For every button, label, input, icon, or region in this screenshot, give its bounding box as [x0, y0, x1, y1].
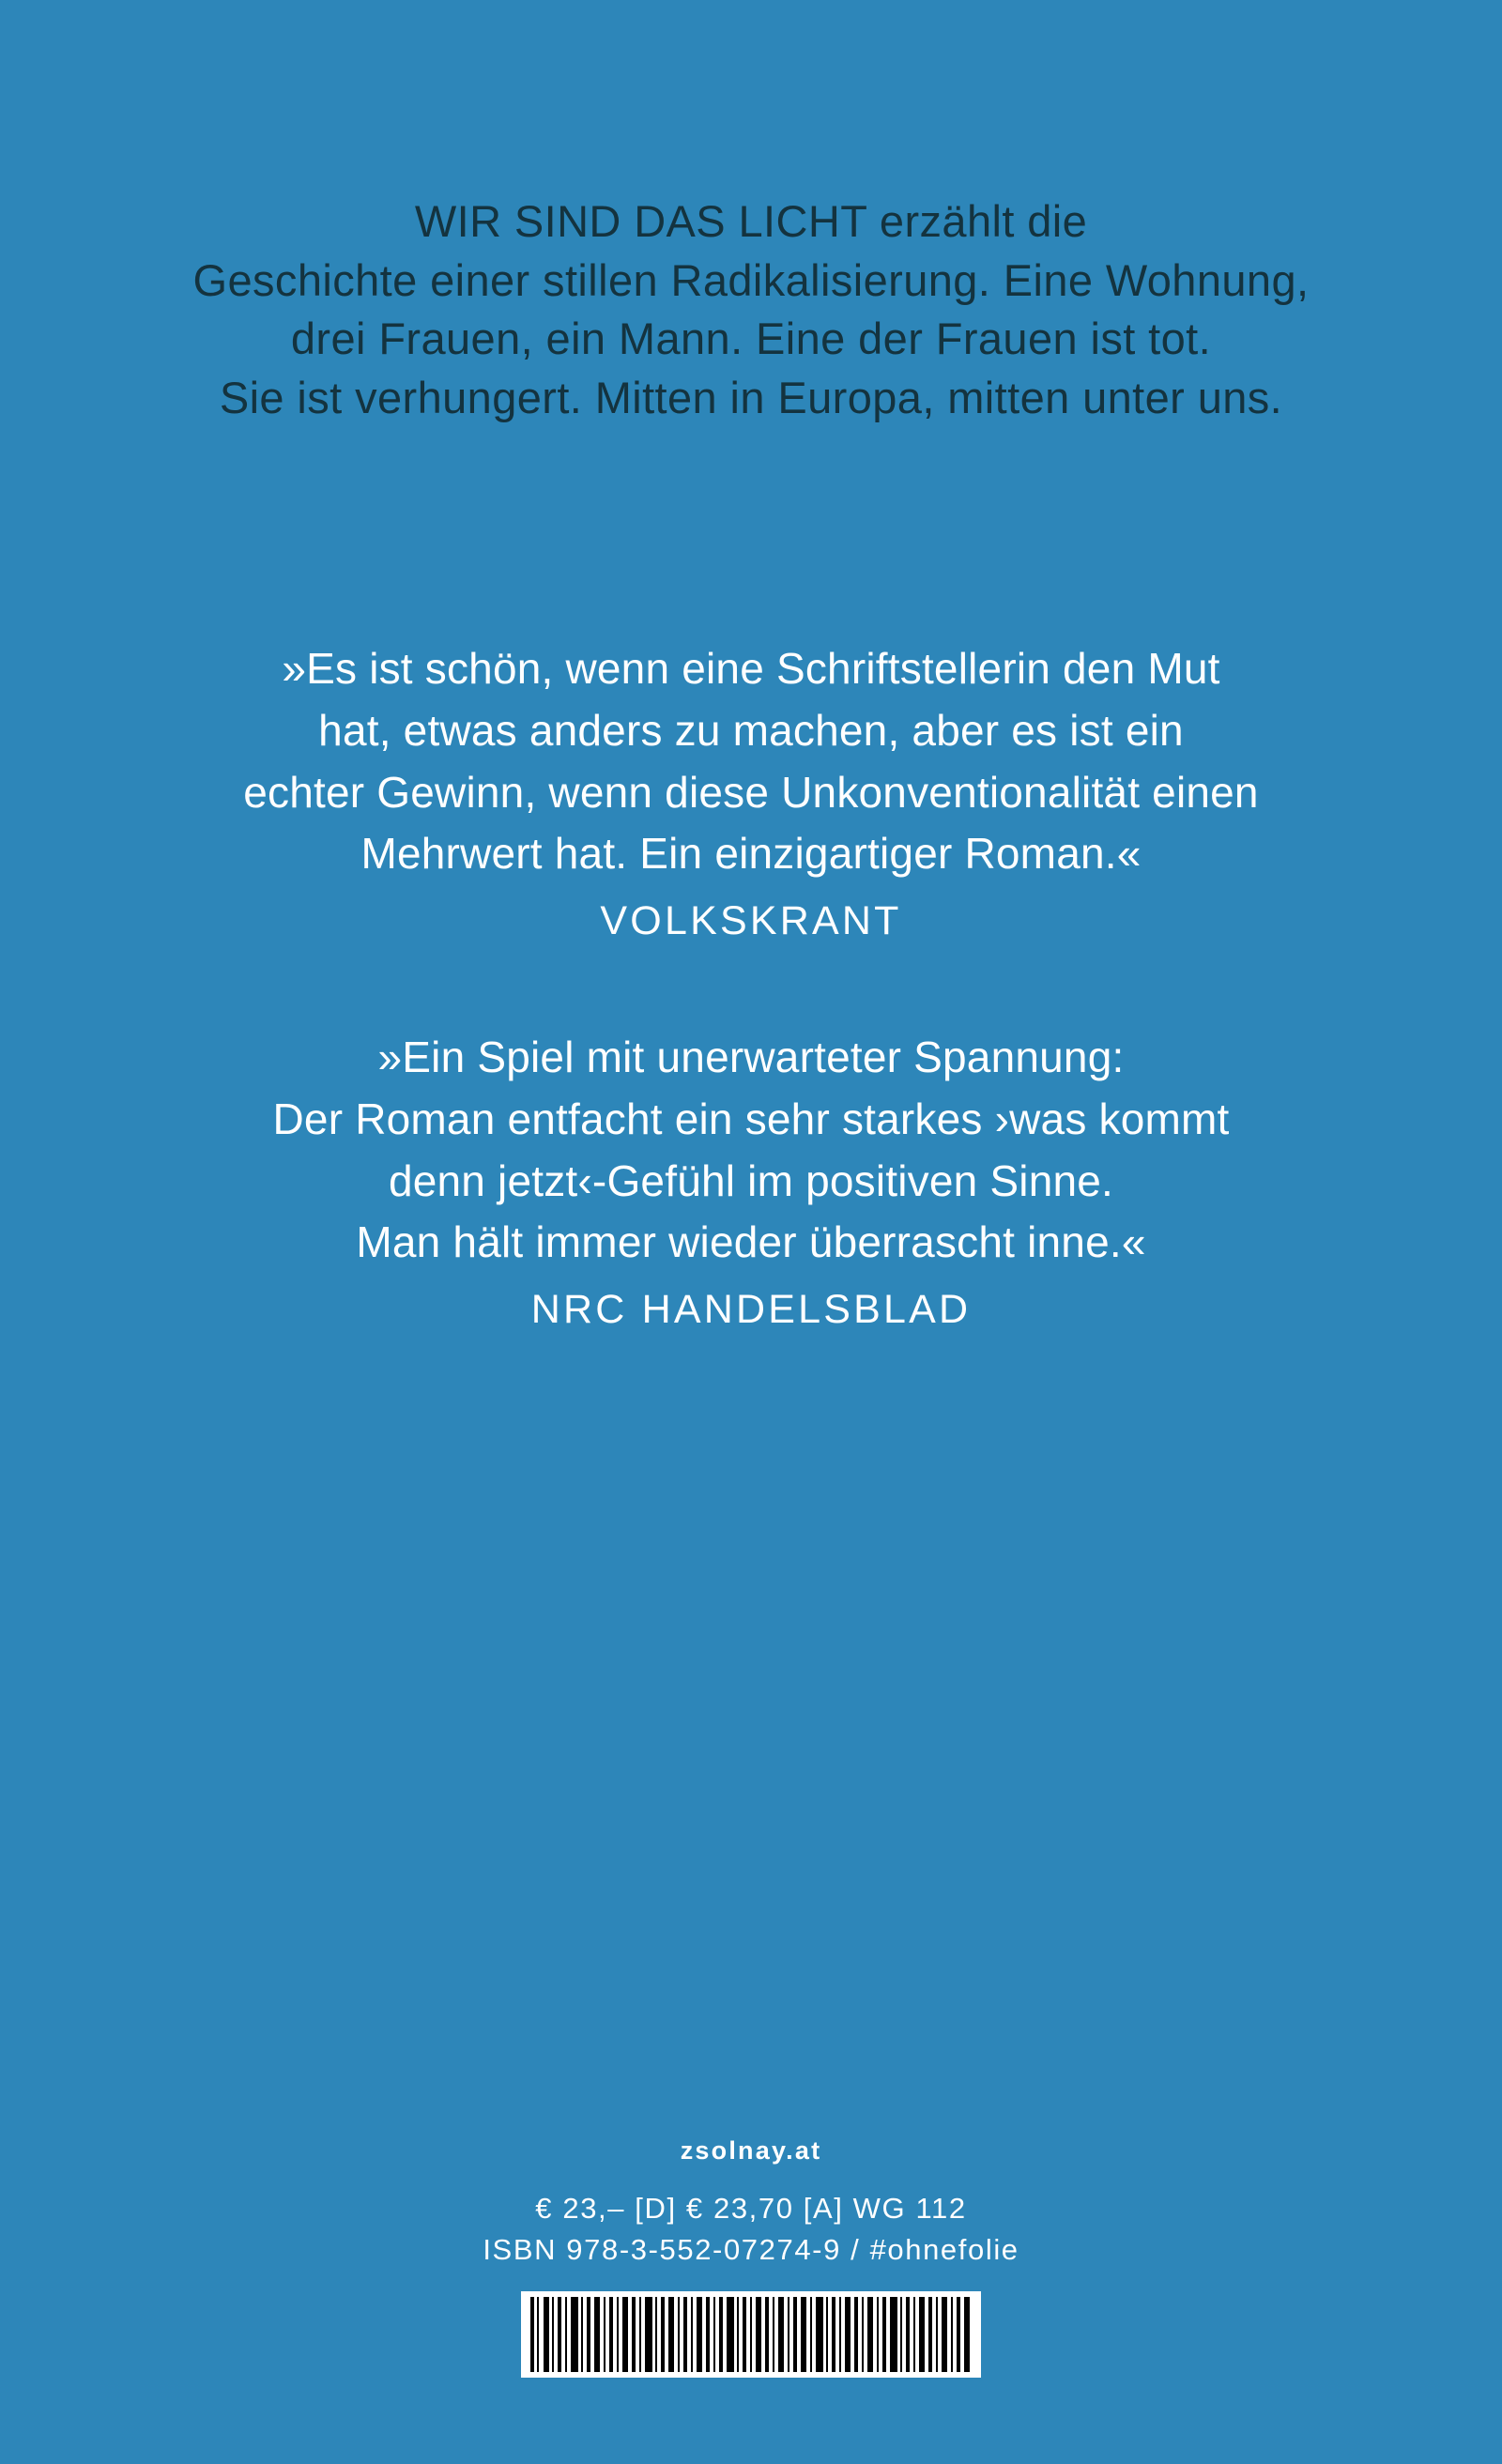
quote-text — [89, 638, 1413, 885]
blurb-line: WIR SIND DAS LICHT erzählt die — [414, 196, 1088, 246]
quote-line: denn jetzt‹-Gefühl im positiven Sinne. — [388, 1155, 1114, 1205]
quote-line: Mehrwert hat. Ein einzigartiger Roman.« — [360, 829, 1142, 879]
quote-line: »Ein Spiel mit unerwarteter Spannung: — [377, 1033, 1125, 1082]
barcode-icon — [521, 2291, 981, 2378]
quote-line: »Es ist schön, wenn eine Schriftstellerin den Mut — [282, 644, 1220, 693]
review-quote — [89, 1027, 1413, 1333]
quote-line: hat, etwas anders zu machen, aber es ist ein — [318, 705, 1184, 755]
review-quotes — [89, 638, 1413, 1416]
quote-text — [89, 1027, 1413, 1274]
quote-line: echter Gewinn, wenn diese Unkonventionalität einen — [243, 767, 1259, 817]
review-quote — [89, 638, 1413, 944]
blurb-line: Geschichte einer stillen Radikalisierung. Eine Wohnung, — [192, 254, 1310, 305]
blurb-line: Sie ist verhungert. Mitten in Europa, mitten unter uns. — [219, 372, 1283, 422]
quote-source: VOLKSKRANT — [600, 898, 902, 944]
quote-source: NRC HANDELSBLAD — [530, 1287, 972, 1333]
quote-line: Man hält immer wieder überrascht inne.« — [356, 1217, 1146, 1267]
price-line: € 23,– [D] € 23,70 [A] WG 112 — [535, 2192, 967, 2225]
blurb-line: drei Frauen, ein Mann. Eine der Frauen ist tot. — [290, 314, 1212, 363]
cover-footer — [0, 2136, 1502, 2378]
blurb-text — [89, 192, 1413, 427]
isbn-line: ISBN 978-3-552-07274-9 / #ohnefolie — [483, 2233, 1019, 2266]
quote-line: Der Roman entfacht ein sehr starkes ›was kommt — [272, 1094, 1230, 1143]
publisher-website[interactable]: zsolnay.at — [680, 2136, 822, 2165]
